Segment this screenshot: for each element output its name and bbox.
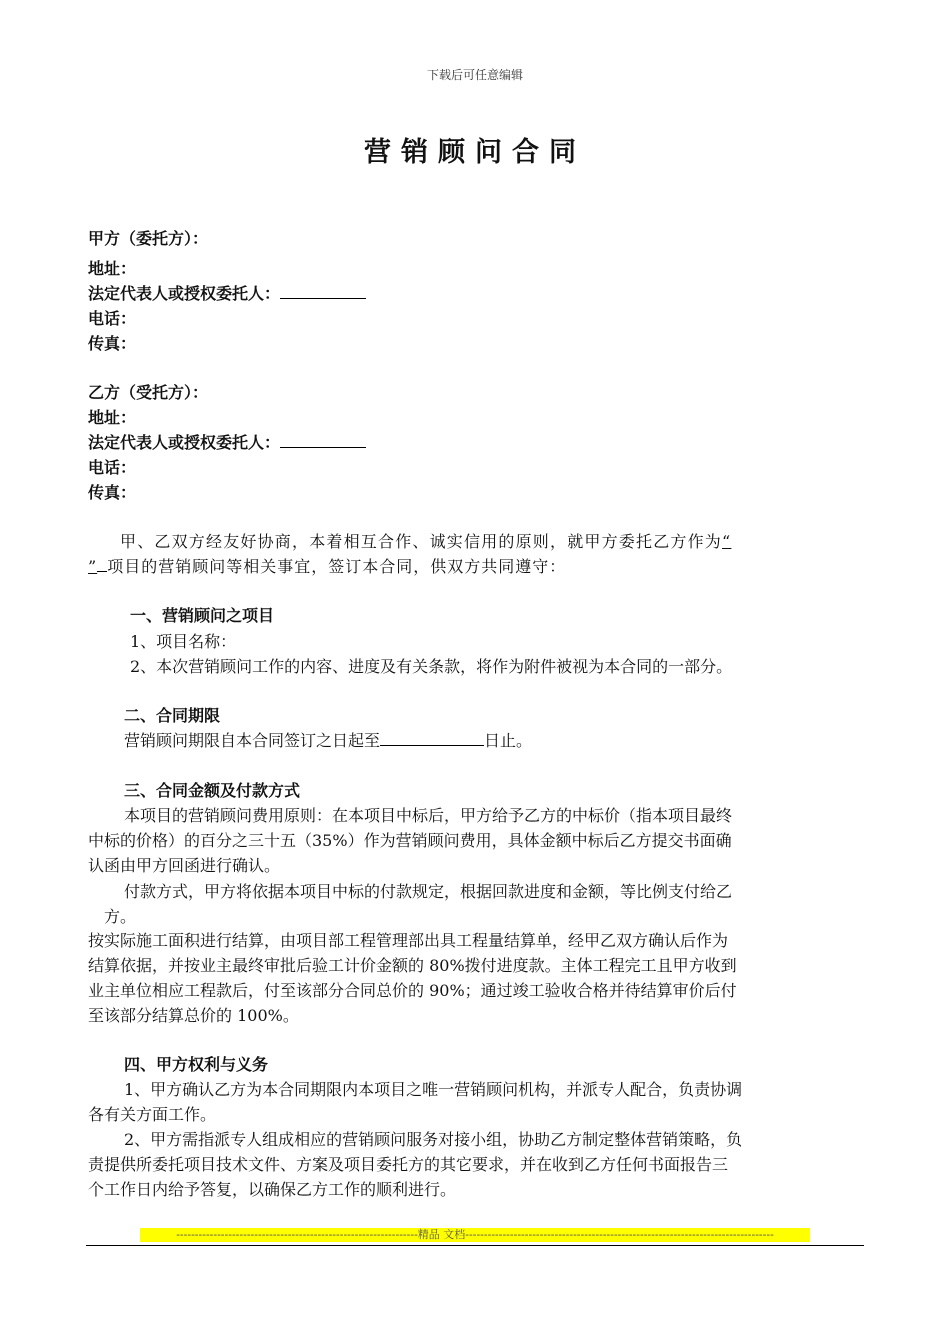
section-4-p1-l2: 各有关方面工作。: [88, 1105, 217, 1124]
intro-line-2: [88, 554, 566, 577]
intro-text-1: 甲、乙双方经友好协商，本着相互合作、诚实信用的原则，就甲方委托乙方作为: [120, 532, 723, 551]
party-b-phone: 电话：: [88, 458, 137, 477]
footer-label: 精品 文档: [417, 1228, 466, 1241]
section-3-p3-l4: 至该部分结算总价的 100%。: [88, 1006, 299, 1025]
section-1-item-1: 1、项目名称：: [130, 632, 237, 651]
intro-text-2: 项目的营销顾问等相关事宜，签订本合同，供双方共同遵守：: [107, 557, 567, 576]
party-a-address: 地址：: [88, 259, 137, 278]
section-4-p2-l2: 责提供所委托项目技术文件、方案及项目委托方的其它要求，并在收到乙方任何书面报告三: [88, 1155, 729, 1174]
party-a-heading: 甲方（委托方）：: [88, 229, 209, 248]
intro-quote-open: “: [722, 532, 732, 551]
term-text-after: 日止。: [484, 731, 533, 750]
party-b-rep-blank[interactable]: [280, 431, 366, 448]
section-4-p1-l1: 1、甲方确认乙方为本合同期限内本项目之唯一营销顾问机构，并派专人配合，负责协调: [124, 1080, 743, 1099]
section-4-p2-l3: 个工作日内给予答复，以确保乙方工作的顺利进行。: [88, 1180, 457, 1199]
project-name-blank[interactable]: [97, 557, 107, 572]
header-note: 下载后可任意编辑: [426, 68, 523, 82]
section-3-p3-l1: 按实际施工面积进行结算，由项目部工程管理部出具工程量结算单，经甲乙双方确认后作为: [88, 931, 729, 950]
intro-quote-close: ”: [88, 557, 98, 576]
party-a-rep-label: 法定代表人或授权委托人：: [88, 284, 281, 303]
party-b-address: 地址：: [88, 408, 137, 427]
section-3-p1-l2: 中标的价格）的百分之三十五（35%）作为营销顾问费用，具体金额中标后乙方提交书面确: [88, 831, 732, 850]
party-a-phone: 电话：: [88, 309, 137, 328]
term-text-before: 营销顾问期限自本合同签订之日起至: [124, 731, 381, 750]
section-3-p1-l3: 认函由甲方回函进行确认。: [88, 856, 281, 875]
party-b-rep-row: [88, 430, 366, 453]
section-3-p3-l3: 业主单位相应工程款后，付至该部分合同总价的 90%；通过竣工验收合格并待结算审价后付: [88, 981, 737, 1000]
section-1-heading: 一、营销顾问之项目: [130, 606, 275, 625]
section-4-heading: 四、甲方权利与义务: [124, 1055, 269, 1074]
page-title: 营销顾问合同: [364, 137, 586, 168]
section-3-p1-l1: 本项目的营销顾问费用原则：在本项目中标后，甲方给予乙方的中标价（指本项目最终: [124, 806, 733, 825]
section-1-item-2: 2、本次营销顾问工作的内容、进度及有关条款，将作为附件被视为本合同的一部分。: [130, 657, 733, 676]
section-4-p2-l1: 2、甲方需指派专人组成相应的营销顾问服务对接小组，协助乙方制定整体营销策略，负: [124, 1130, 743, 1149]
party-b-rep-label: 法定代表人或授权委托人：: [88, 433, 281, 452]
section-3-heading: 三、合同金额及付款方式: [124, 781, 301, 800]
footer-banner: [140, 1228, 810, 1242]
footer-dashes-left: -----------------------------------------------------------------: [176, 1228, 418, 1241]
party-b-fax: 传真：: [88, 483, 137, 502]
section-2-text: [124, 728, 532, 751]
footer-dashes-right: -----------------------------------------------------------------------------------: [465, 1228, 774, 1241]
footer-rule: [86, 1245, 864, 1246]
party-b-heading: 乙方（受托方）：: [88, 383, 209, 402]
party-a-rep-blank[interactable]: [280, 282, 366, 299]
section-3-p2-l1: 付款方式，甲方将依据本项目中标的付款规定，根据回款进度和金额，等比例支付给乙: [124, 882, 733, 901]
party-a-rep-row: [88, 281, 366, 304]
intro-line-1: [120, 529, 731, 552]
party-a-fax: 传真：: [88, 334, 137, 353]
section-3-p2-l2: 方。: [104, 907, 137, 926]
section-3-p3-l2: 结算依据，并按业主最终审批后验工计价金额的 80%拨付进度款。主体工程完工且甲方收到: [88, 956, 737, 975]
term-end-date-blank[interactable]: [380, 729, 484, 746]
section-2-heading: 二、合同期限: [124, 706, 221, 725]
